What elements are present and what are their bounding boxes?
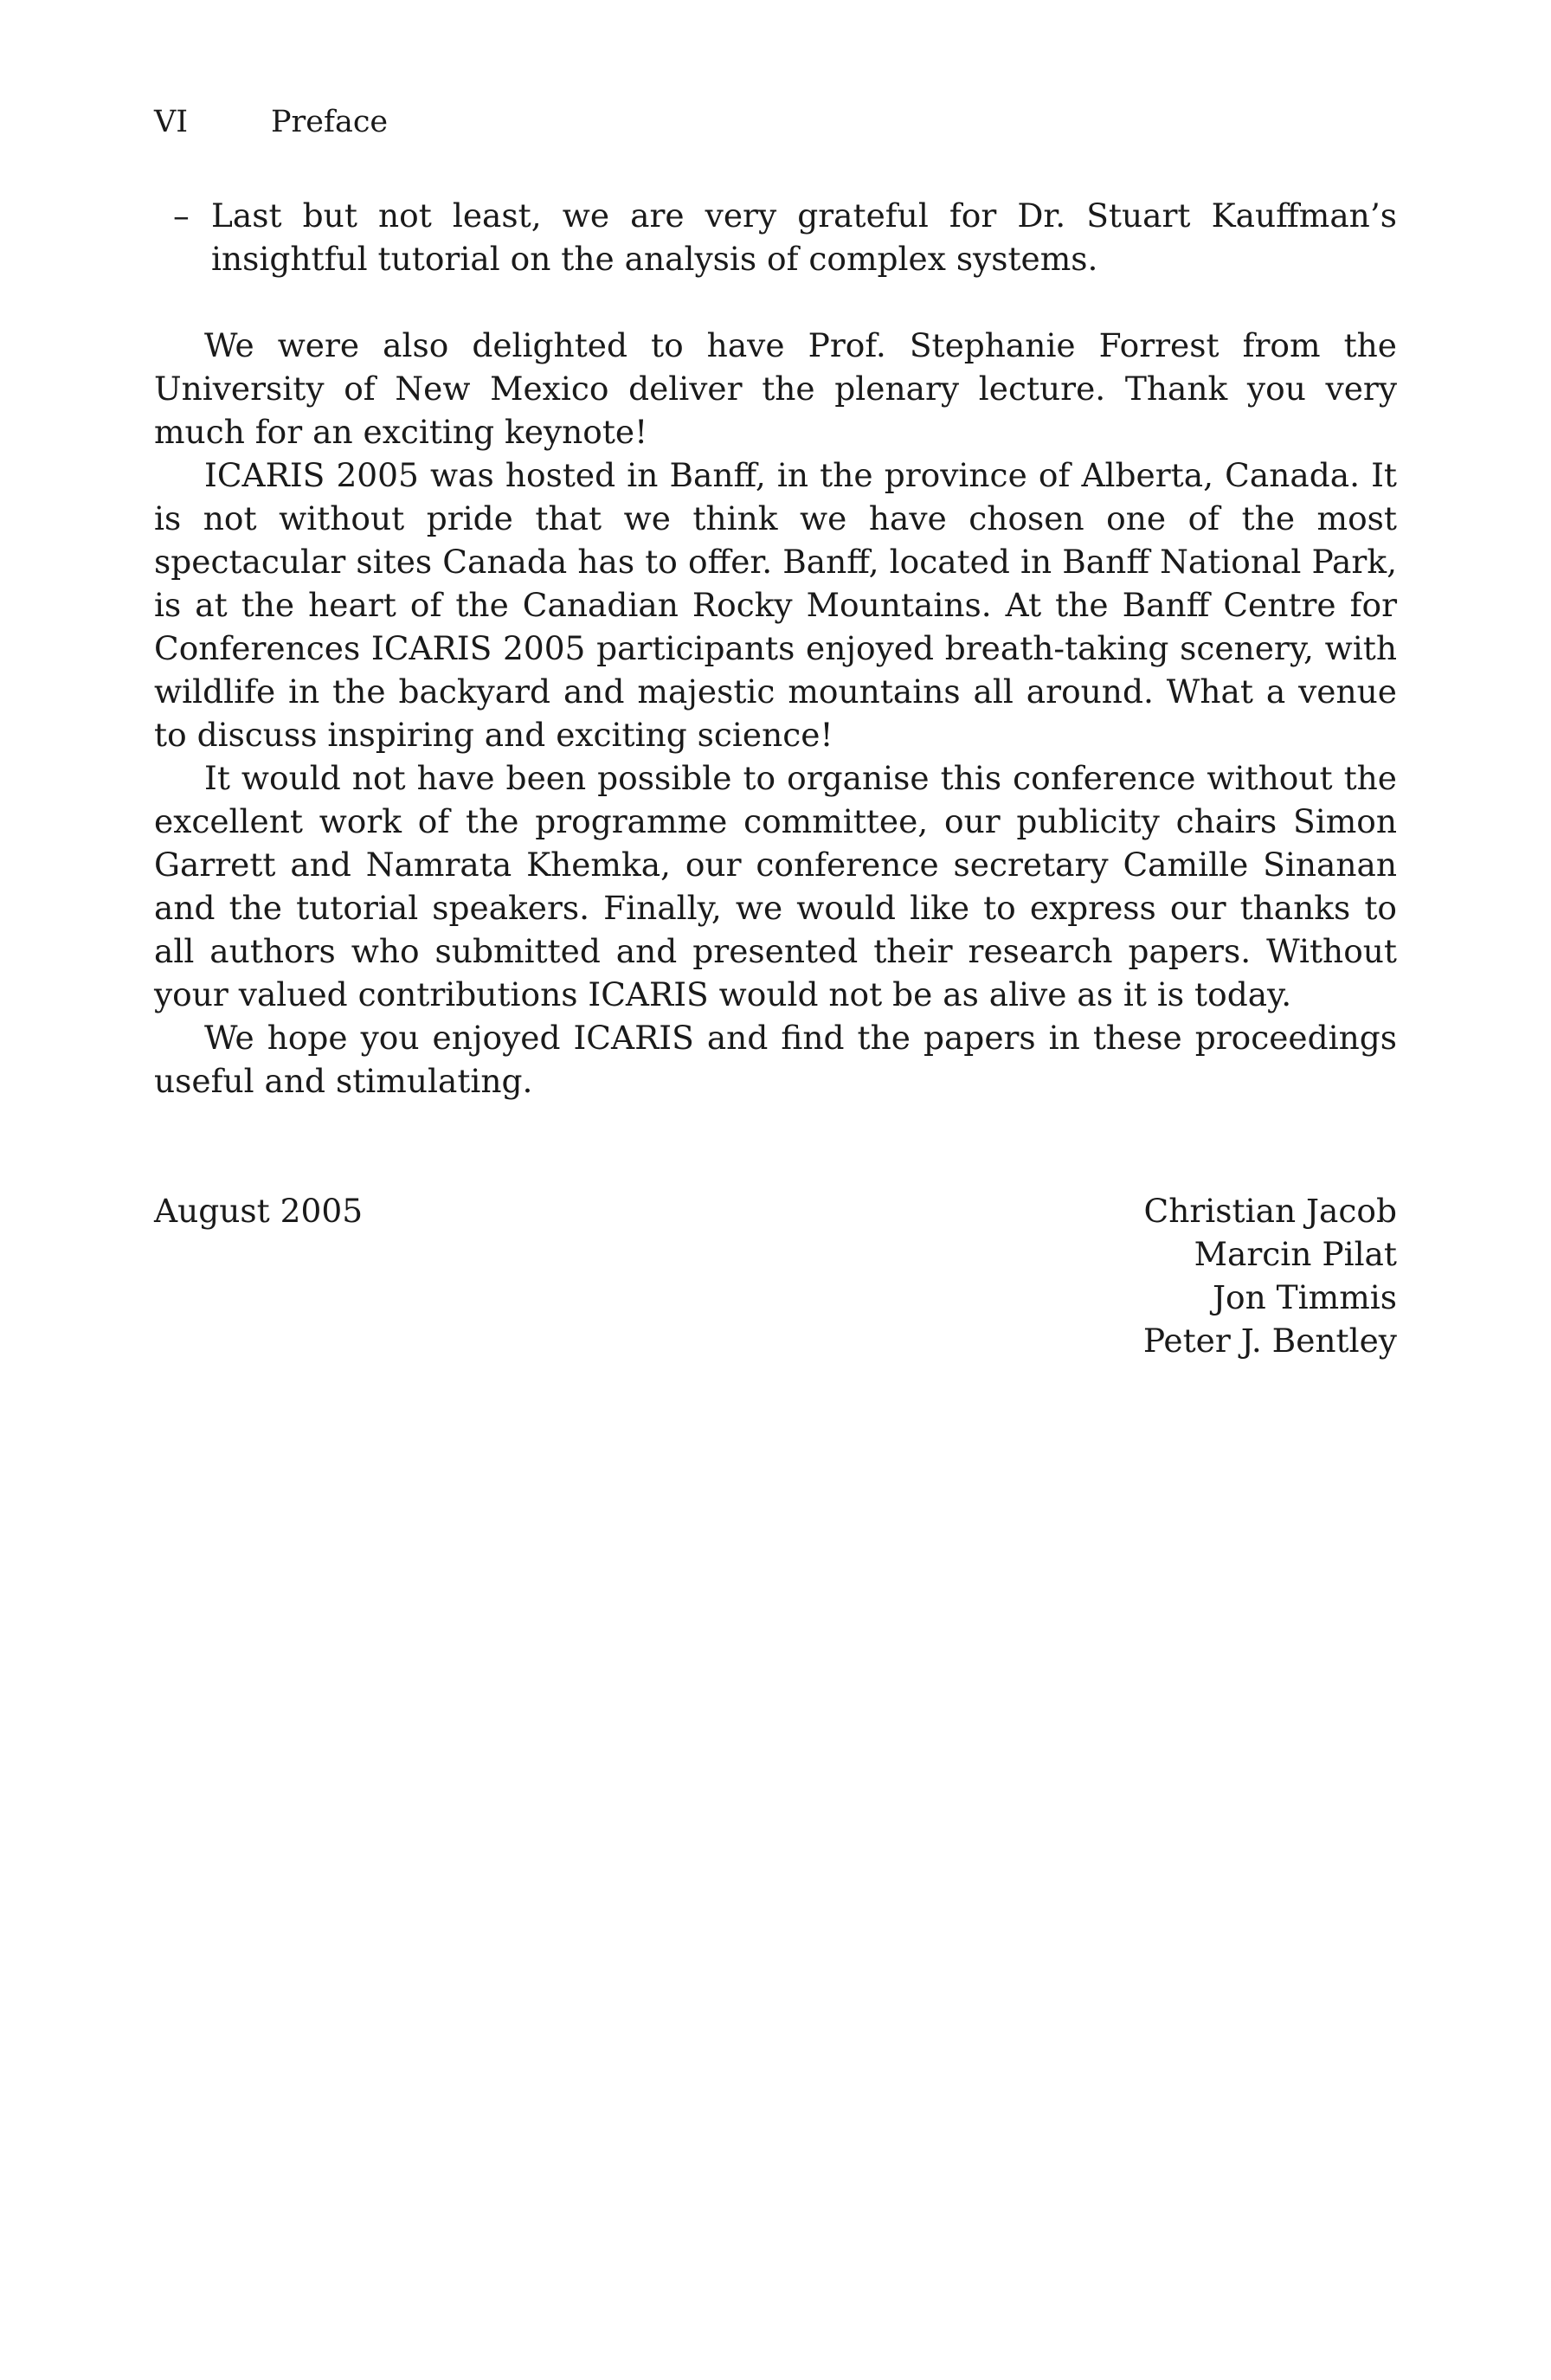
paragraph-plenary: We were also delighted to have Prof. Stephanie Forrest from the University of New Mexico deliver the plenary lecture. Thank you very much for an exciting keynote! xyxy=(154,326,1397,451)
paragraph-closing: We hope you enjoyed ICARIS and find the papers in these proceedings useful and stimulating. xyxy=(154,1019,1397,1100)
list-item xyxy=(154,194,1397,280)
signatory-list xyxy=(1143,1189,1397,1362)
signature-block xyxy=(154,1189,1397,1362)
preface-date: August 2005 xyxy=(154,1192,364,1230)
running-head xyxy=(154,100,388,144)
paragraph-acknowledgements: It would not have been possible to organise this conference without the excellent work of the programme committee, our publicity chairs Simon Garrett and Namrata Khemka, our conference secretary Camille Sinanan and the tutorial speakers. Finally, we would like to express our thanks to all authors who submitted and presented their research papers. Without your valued contributions ICARIS would not be as alive as it is today. xyxy=(154,759,1397,1013)
list-item-text: Last but not least, we are very grateful for Dr. Stuart Kauffman’s insightful tutorial on the analysis of complex systems. xyxy=(211,196,1397,278)
running-title: Preface xyxy=(271,105,389,139)
page-number: VI xyxy=(154,105,189,139)
signatory: Christian Jacob xyxy=(1143,1192,1397,1230)
signatory: Marcin Pilat xyxy=(1194,1235,1397,1273)
dash-bullet: – xyxy=(173,196,190,235)
signatory: Jon Timmis xyxy=(1212,1278,1397,1316)
paragraph-venue: ICARIS 2005 was hosted in Banff, in the province of Alberta, Canada. It is not without pride that we think we have chosen one of the most spectacular sites Canada has to offer. Banff, located in Banff National Park, is at the heart of the Canadian Rocky Mountains. At the Banff Centre for Conferences ICARIS 2005 participants enjoyed breath-taking scenery, with wildlife in the backyard and majestic mountains all around. What a venue to discuss inspiring and exciting science! xyxy=(154,456,1397,754)
signatory: Peter J. Bentley xyxy=(1142,1322,1397,1360)
body-text xyxy=(154,194,1397,1362)
